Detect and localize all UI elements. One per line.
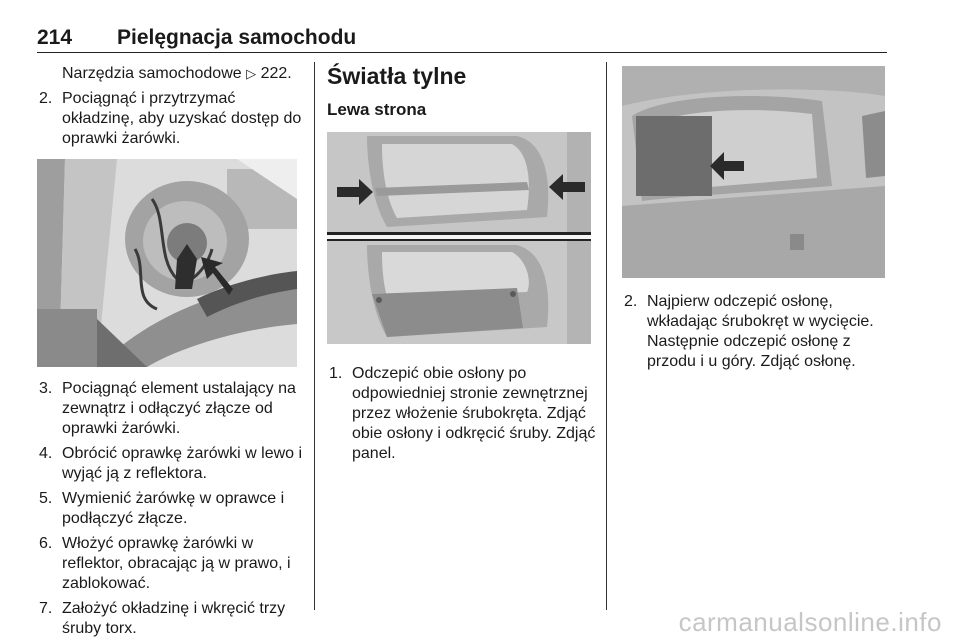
continued-text: Narzędzia samochodowe ▷ 222. <box>62 65 292 82</box>
watermark: carmanualsonline.info <box>678 607 942 637</box>
step-item: 4. Obrócić oprawkę żarówki w lewo i wyjąć ją z reflektora. <box>39 445 303 482</box>
column-divider <box>314 62 315 610</box>
column-divider <box>606 62 607 610</box>
page-number: 214 <box>37 26 73 49</box>
tail-light-cover-illustration <box>327 132 591 344</box>
step-item: 7. Założyć okładzinę i wkręcić trzy śruby torx. <box>39 600 286 637</box>
column-right <box>622 64 888 372</box>
headlamp-bulb-holder-illustration <box>37 159 297 367</box>
column-left <box>37 64 303 639</box>
section-subheading: Lewa strona <box>327 100 427 119</box>
page-title: Pielęgnacja samochodu <box>117 26 357 49</box>
column-middle <box>327 64 597 464</box>
trunk-side-cover-illustration <box>622 66 885 278</box>
section-heading: Światła tylne <box>327 63 467 89</box>
step-item: 1. Odczepić obie osłony po odpowiedniej stronie zewnętrznej przez włożenie śrubokręta. Zdjąć obie osłony i odkręcić śruby. Zdjąć panel. <box>329 365 596 462</box>
step-item: 2. Pociągnąć i przytrzymać okładzinę, aby uzyskać dostęp do oprawki żarówki. <box>39 90 302 147</box>
step-item: 6. Włożyć oprawkę żarówki w reflektor, obracając ją w prawo, i zablokować. <box>39 535 291 592</box>
step-item: 3. Pociągnąć element ustalający na zewnątrz i odłączyć złącze od oprawki żarówki. <box>39 380 296 437</box>
reference-arrow-icon: ▷ <box>246 66 257 81</box>
step-item: 5. Wymienić żarówkę w oprawce i podłączyć złącze. <box>39 490 285 527</box>
page-header <box>37 26 887 53</box>
step-item: 2. Najpierw odczepić osłonę, wkładając śrubokręt w wycięcie. Następnie odczepić osłonę z przodu i u góry. Zdjąć osłonę. <box>624 293 874 370</box>
